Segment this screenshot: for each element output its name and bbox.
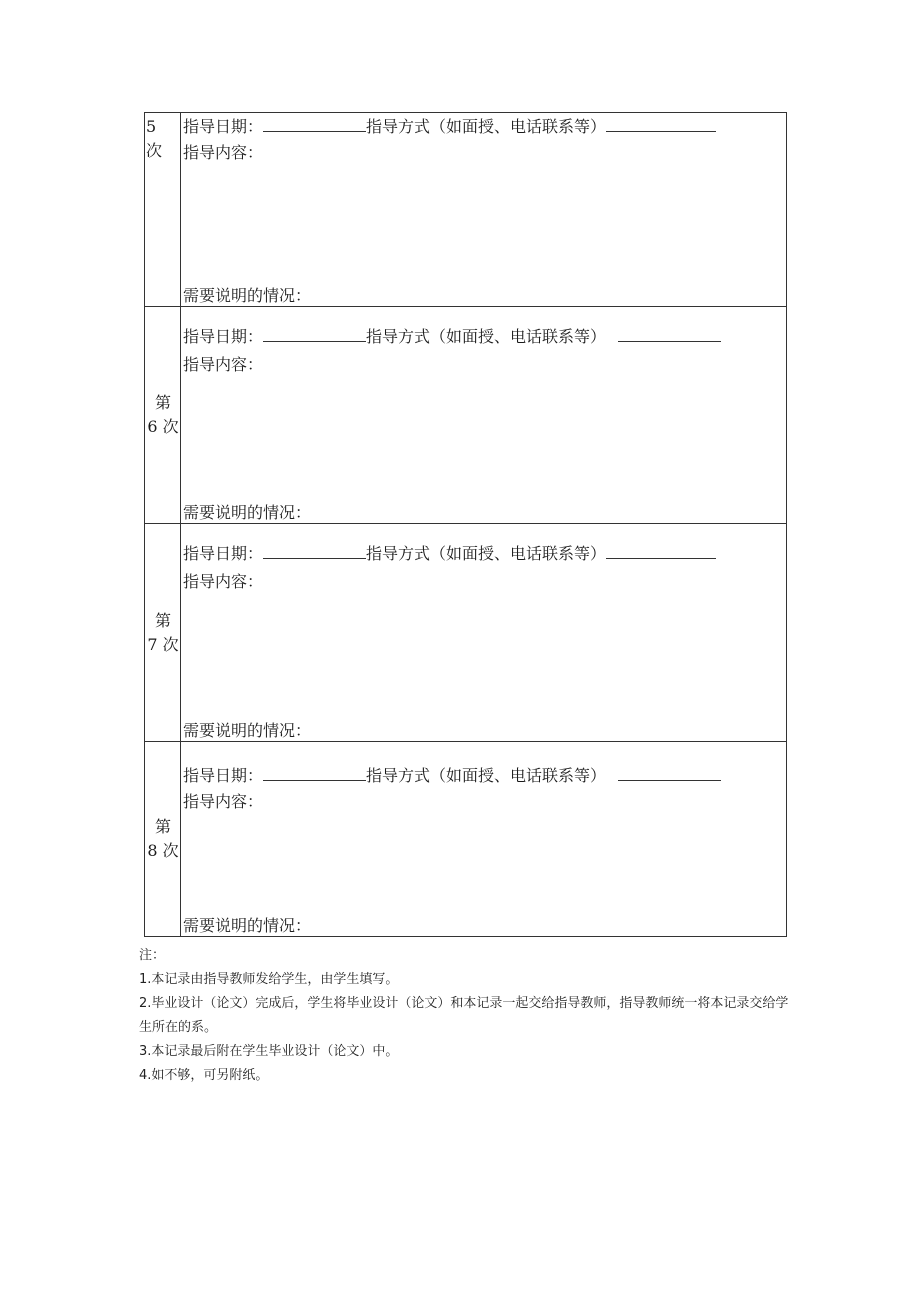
session-label-line1: 第 [154, 817, 171, 836]
guidance-content-label: 指导内容： [183, 143, 264, 162]
session-label-line1: 5 [146, 117, 157, 136]
guidance-date-label: 指导日期： [183, 117, 264, 136]
date-method-line [183, 117, 716, 137]
session-content-cell [181, 524, 787, 742]
session-row-8 [145, 742, 787, 937]
session-content-cell [181, 742, 787, 937]
guidance-date-field[interactable] [263, 117, 366, 132]
session-row-7 [145, 524, 787, 742]
guidance-date-label: 指导日期： [183, 544, 264, 563]
note-item: 1.本记录由指导教师发给学生，由学生填写。 [139, 972, 399, 987]
guidance-date-field[interactable] [263, 544, 366, 559]
session-label-line1: 第 [154, 610, 171, 630]
guidance-content-label: 指导内容： [183, 355, 264, 374]
guidance-date-label: 指导日期： [183, 766, 264, 785]
guidance-date-field[interactable] [263, 327, 366, 342]
guidance-method-label: 指导方式（如面授、电话联系等） [366, 766, 607, 785]
guidance-method-field[interactable] [606, 544, 716, 559]
session-label [146, 815, 180, 863]
date-method-line [183, 766, 721, 786]
session-label-cell [145, 307, 181, 524]
note-item: 3.本记录最后附在学生毕业设计（论文）中。 [139, 1044, 399, 1059]
guidance-date-label: 指导日期： [183, 327, 264, 346]
session-label-line1: 第 [154, 393, 171, 412]
session-row-5 [145, 113, 787, 307]
session-label-line2: 6 次 [147, 417, 179, 436]
session-label [146, 115, 180, 163]
remarks-label: 需要说明的情况： [183, 721, 312, 740]
session-label-line2: 次 [146, 141, 163, 160]
guidance-method-field[interactable] [618, 766, 721, 781]
guidance-method-label: 指导方式（如面授、电话联系等） [366, 117, 607, 136]
guidance-method-field[interactable] [618, 327, 721, 342]
guidance-method-field[interactable] [606, 117, 716, 132]
notes-section [139, 944, 789, 1088]
session-label-cell [145, 524, 181, 742]
remarks-label: 需要说明的情况： [183, 916, 312, 935]
guidance-content-label: 指导内容： [183, 572, 264, 591]
session-label-cell [145, 742, 181, 937]
guidance-method-label: 指导方式（如面授、电话联系等） [366, 544, 607, 563]
guidance-method-label: 指导方式（如面授、电话联系等） [366, 327, 607, 346]
guidance-record-table [144, 112, 787, 937]
date-method-line [183, 327, 721, 347]
session-row-6 [145, 307, 787, 524]
remarks-label: 需要说明的情况： [183, 503, 312, 522]
note-item: 4.如不够，可另附纸。 [139, 1068, 269, 1083]
note-item: 2.毕业设计（论文）完成后，学生将毕业设计（论文）和本记录一起交给指导教师，指导教师统一将本记录交给学生所在的系。 [139, 996, 789, 1035]
session-content-cell [181, 113, 787, 307]
guidance-date-field[interactable] [263, 766, 366, 781]
notes-heading: 注： [139, 948, 166, 963]
session-label-cell [145, 113, 181, 307]
session-content-cell [181, 307, 787, 524]
session-label-line2: 7 次 [147, 634, 179, 654]
guidance-content-label: 指导内容： [183, 792, 264, 811]
date-method-line [183, 544, 716, 564]
session-label-line2: 8 次 [147, 841, 179, 860]
session-label [146, 391, 180, 439]
session-label [146, 609, 180, 657]
remarks-label: 需要说明的情况： [183, 286, 312, 305]
